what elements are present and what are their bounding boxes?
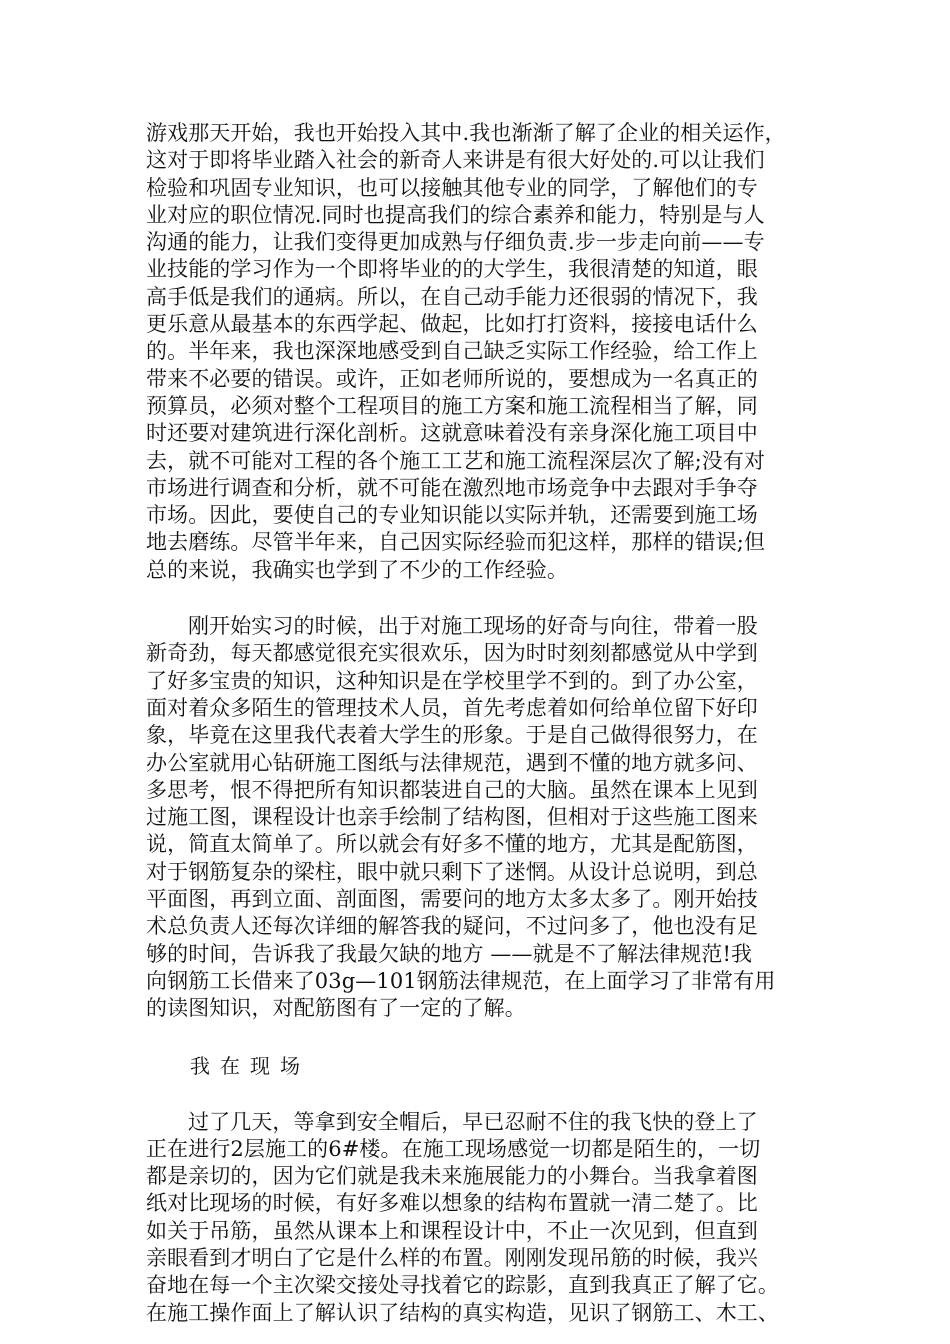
text-line: 新奇劲，每天都感觉很充实很欢乐，因为时时刻刻都感觉从中学到	[146, 641, 758, 666]
text-line: 检验和巩固专业知识，也可以接触其他专业的同学，了解他们的专	[146, 175, 758, 200]
text-line: 如关于吊筋，虽然从课本上和课程设计中，不止一次见到，但直到	[146, 1218, 758, 1243]
text-line: 总的来说，我确实也学到了不少的工作经验。	[146, 557, 568, 582]
text-line: 业技能的学习作为一个即将毕业的的大学生，我很清楚的知道，眼	[146, 257, 758, 282]
text-line: 更乐意从最基本的东西学起、做起，比如打打资料，接接电话什么	[146, 312, 758, 337]
text-line: 过施工图，课程设计也亲手绘制了结构图，但相对于这些施工图来	[146, 805, 758, 830]
text-line: 办公室就用心钻研施工图纸与法律规范，遇到不懂的地方就多问、	[146, 750, 758, 775]
text-line: 象，毕竟在这里我代表着大学生的形象。于是自己做得很努力，在	[146, 723, 758, 748]
text-line: 刚开始实习的时候，出于对施工现场的好奇与向往，带着一股	[188, 614, 758, 639]
paragraph-gap	[146, 584, 826, 613]
text-line: 游戏那天开始，我也开始投入其中.我也渐渐了解了企业的相关运作，	[146, 121, 786, 145]
text-line: 术总负责人还每次详细的解答我的疑问，不过问多了，他也没有足	[146, 914, 758, 939]
paragraph-continuation	[146, 120, 826, 584]
text-line: 高手低是我们的通病。所以，在自己动手能力还很弱的情况下，我	[146, 284, 758, 309]
text-line: 奋地在每一个主次梁交接处寻找着它的踪影，直到我真正了解了它。	[146, 1273, 779, 1298]
text-line: 对于钢筋复杂的梁柱，眼中就只剩下了迷惘。从设计总说明，到总	[146, 859, 758, 884]
text-line: 市场进行调查和分析，就不可能在激烈地市场竞争中去跟对手争夺	[146, 475, 758, 500]
text-line: 时还要对建筑进行深化剖析。这就意味着没有亲身深化施工项目中	[146, 421, 758, 446]
text-line: 了好多宝贵的知识，这种知识是在学校里学不到的。到了办公室，	[146, 668, 758, 693]
paragraph-internship-start	[146, 613, 826, 1022]
text-line: 在施工操作面上了解认识了结构的真实构造，见识了钢筋工、木工、	[146, 1300, 779, 1325]
text-line: 向钢筋工长借来了03g—101钢筋法律规范，在上面学习了非常有用	[146, 968, 776, 993]
paragraph-gap	[146, 1080, 826, 1109]
document-page	[146, 120, 826, 1327]
text-line: 说，简直太简单了。所以就会有好多不懂的地方，尤其是配筋图，	[146, 832, 758, 857]
text-line: 市场。因此，要使自己的专业知识能以实际并轨，还需要到施工场	[146, 503, 758, 528]
text-line: 多思考，恨不得把所有知识都装进自己的大脑。虽然在课本上见到	[146, 777, 758, 802]
text-line: 过了几天，等拿到安全帽后，早已忍耐不住的我飞快的登上了	[188, 1109, 758, 1134]
section-heading: 我在现场	[190, 1053, 310, 1078]
paragraph-gap	[146, 1023, 826, 1052]
text-line: 业对应的职位情况.同时也提高我们的综合素养和能力，特别是与人	[146, 202, 765, 227]
text-line: 纸对比现场的时候，有好多难以想象的结构布置就一清二楚了。比	[146, 1191, 758, 1216]
text-line: 面对着众多陌生的管理技术人员，首先考虑着如何给单位留下好印	[146, 695, 758, 720]
text-line: 去，就不可能对工程的各个施工工艺和施工流程深层次了解;没有对	[146, 448, 766, 473]
paragraph-on-site	[146, 1109, 826, 1327]
text-line: 亲眼看到才明白了它是什么样的布置。刚刚发现吊筋的时候，我兴	[146, 1245, 758, 1270]
text-line: 这对于即将毕业踏入社会的新奇人来讲是有很大好处的.可以让我们	[146, 148, 765, 173]
text-line: 都是亲切的，因为它们就是我未来施展能力的小舞台。当我拿着图	[146, 1164, 758, 1189]
text-line: 正在进行2层施工的6#楼。在施工现场感觉一切都是陌生的，一切	[146, 1136, 761, 1161]
text-line: 预算员，必须对整个工程项目的施工方案和施工流程相当了解，同	[146, 393, 758, 418]
text-line: 的。半年来，我也深深地感受到自己缺乏实际工作经验，给工作上	[146, 339, 758, 364]
text-line: 的读图知识，对配筋图有了一定的了解。	[146, 996, 526, 1021]
text-line: 带来不必要的错误。或许，正如老师所说的，要想成为一名真正的	[146, 366, 758, 391]
text-line: 够的时间，告诉我了我最欠缺的地方 ——就是不了解法律规范!我	[146, 941, 753, 966]
text-line: 地去磨练。尽管半年来，自己因实际经验而犯这样，那样的错误;但	[146, 530, 766, 555]
text-line: 沟通的能力，让我们变得更加成熟与仔细负责.步一步走向前——专	[146, 230, 765, 255]
text-line: 平面图，再到立面、剖面图，需要问的地方太多太多了。刚开始技	[146, 887, 758, 912]
